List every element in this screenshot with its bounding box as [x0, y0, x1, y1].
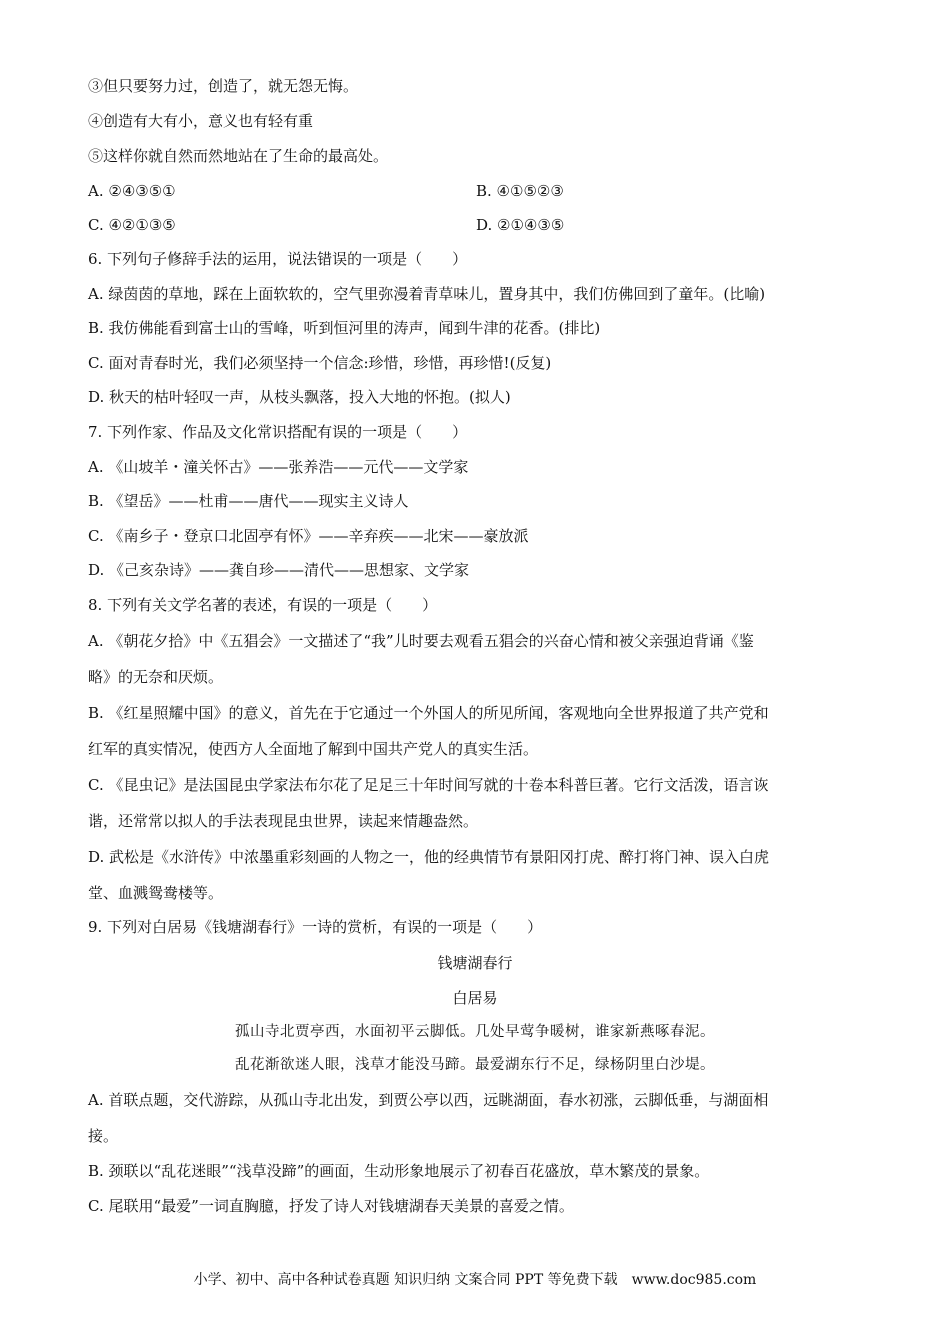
q8-option-a-line1: A. 《朝花夕拾》中《五猖会》一文描述了“我”儿时要去观看五猖会的兴奋心情和被父亲强迫背诵《鉴	[88, 632, 754, 650]
poem-line-1: 孤山寺北贾亭西，水面初平云脚低。几处早莺争暖树，谁家新燕啄春泥。	[235, 1024, 715, 1040]
q7-option-a: A. 《山坡羊・潼关怀古》——张养浩——元代——文学家	[88, 458, 469, 476]
q5-option-b: B. ④①⑤②③	[476, 182, 564, 200]
q7-stem: 7. 下列作家、作品及文化常识搭配有误的一项是（ ）	[88, 423, 468, 441]
q8-option-a-line2: 略》的无奈和厌烦。	[88, 668, 224, 686]
q9-option-c: C. 尾联用“最爱”一词直胸臆，抒发了诗人对钱塘湖春天美景的喜爱之情。	[88, 1197, 574, 1215]
q7-option-d: D. 《己亥杂诗》——龚自珍——清代——思想家、文学家	[88, 561, 470, 579]
q6-option-b: B. 我仿佛能看到富士山的雪峰，听到恒河里的涛声，闻到牛津的花香。(排比)	[88, 319, 601, 337]
q8-option-c-line2: 谐，还常常以拟人的手法表现昆虫世界，读起来情趣盎然。	[88, 812, 479, 830]
q8-option-c-line1: C. 《昆虫记》是法国昆虫学家法布尔花了足足三十年时间写就的十卷本科普巨著。它行文活泼，语言诙	[88, 776, 769, 794]
q8-option-b-line1: B. 《红星照耀中国》的意义，首先在于它通过一个外国人的所见所闻，客观地向全世界报道了共产党和	[88, 704, 769, 722]
poem-author: 白居易	[452, 989, 498, 1007]
q9-option-a-line2: 接。	[88, 1127, 119, 1145]
q8-stem: 8. 下列有关文学名著的表述，有误的一项是（ ）	[88, 596, 438, 614]
q5-item-3: ③但只要努力过，创造了，就无怨无悔。	[88, 77, 359, 95]
q7-option-c: C. 《南乡子・登京口北固亭有怀》——辛弃疾——北宋——豪放派	[88, 527, 529, 545]
q6-option-a: A. 绿茵茵的草地，踩在上面软软的，空气里弥漫着青草味儿，置身其中，我们仿佛回到了童年。(比喻)	[88, 285, 766, 303]
q5-option-a: A. ②④③⑤①	[88, 182, 176, 200]
q9-option-b: B. 颈联以“乱花迷眼”“浅草没蹄”的画面，生动形象地展示了初春百花盛放，草木繁茂的景象。	[88, 1162, 710, 1180]
page-footer: 小学、初中、高中各种试卷真题 知识归纳 文案合同 PPT 等免费下载 www.doc985.com	[193, 1272, 757, 1288]
q6-option-d: D. 秋天的枯叶轻叹一声，从枝头飘落，投入大地的怀抱。(拟人)	[88, 388, 511, 406]
q5-option-c: C. ④②①③⑤	[88, 216, 176, 234]
q9-option-a-line1: A. 首联点题，交代游踪，从孤山寺北出发，到贾公亭以西，远眺湖面，春水初涨，云脚低垂，与湖面相	[88, 1091, 769, 1109]
q5-options-row-1	[88, 181, 868, 201]
q8-option-d-line1: D. 武松是《水浒传》中浓墨重彩刻画的人物之一，他的经典情节有景阳冈打虎、醉打将门神、误入白虎	[88, 848, 770, 866]
q6-stem: 6. 下列句子修辞手法的运用，说法错误的一项是（ ）	[88, 250, 468, 268]
q8-option-d-line2: 堂、血溅鸳鸯楼等。	[88, 884, 224, 902]
q7-option-b: B. 《望岳》——杜甫——唐代——现实主义诗人	[88, 492, 409, 510]
q5-item-4: ④创造有大有小，意义也有轻有重	[88, 112, 314, 130]
q5-option-d: D. ②①④③⑤	[476, 216, 565, 234]
q5-item-5: ⑤这样你就自然而然地站在了生命的最高处。	[88, 147, 389, 165]
poem-title: 钱塘湖春行	[437, 954, 513, 972]
q5-options-row-2	[88, 215, 868, 235]
q9-stem: 9. 下列对白居易《钱塘湖春行》一诗的赏析，有误的一项是（ ）	[88, 918, 543, 936]
q6-option-c: C. 面对青春时光，我们必须坚持一个信念:珍惜，珍惜，再珍惜!(反复)	[88, 354, 552, 372]
q8-option-b-line2: 红军的真实情况，使西方人全面地了解到中国共产党人的真实生活。	[88, 740, 539, 758]
poem-line-2: 乱花渐欲迷人眼，浅草才能没马蹄。最爱湖东行不足，绿杨阴里白沙堤。	[235, 1057, 715, 1073]
